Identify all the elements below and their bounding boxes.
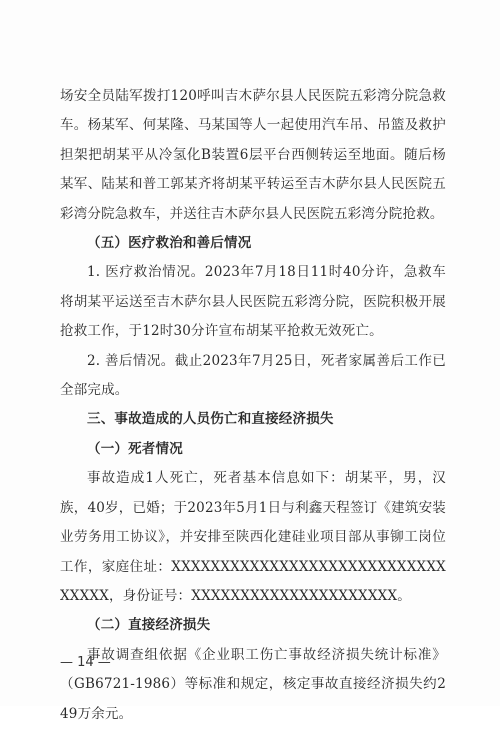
section-heading-direct-loss: （二）直接经济损失	[87, 617, 211, 634]
paragraph-medical-treatment: 1. 医疗救治情况。2023年7月18日11时40分许，急救车将胡某平运送至吉木萨尔县人民医院五彩湾分院，医院积极开展抢救工作，于12时30分许宣布胡某平抢救无效死亡。	[60, 264, 446, 340]
section-heading-deceased: （一）死者情况	[87, 440, 183, 457]
page-number: — 14 —	[60, 655, 111, 670]
paragraph-direct-loss: 事故调查组依据《企业职工伤亡事故经济损失统计标准》（GB6721-1986）等标准和规定，核定事故直接经济损失约249万余元。	[60, 646, 446, 722]
paragraph-continuation: 场安全员陆军拨打120呼叫吉木萨尔县人民医院五彩湾分院急救车。杨某军、何某隆、马某国等人一起使用汽车吊、吊篮及救护担架把胡某平从冷氢化B装置6层平台西侧转运至地面。随后杨某军、陆某和普工郭某齐将胡某平转运至吉木萨尔县人民医院五彩湾分院急救车，并送往吉木萨尔县人民医院五彩湾分院抢救。	[60, 88, 446, 222]
section-heading-medical-aftermath: （五）医疗救治和善后情况	[87, 235, 252, 252]
document-body	[60, 82, 446, 729]
chapter-heading-casualties-losses: 三、事故造成的人员伤亡和直接经济损失	[87, 411, 334, 428]
paragraph-aftermath: 2. 善后情况。截止2023年7月25日，死者家属善后工作已全部完成。	[60, 352, 446, 399]
paragraph-deceased-info: 事故造成1人死亡，死者基本信息如下：胡某平，男，汉族，40岁，已婚；于2023年5月1日与利鑫天程签订《建筑安装业劳务用工协议》，并安排至陕西化建硅业项目部从事铆工岗位工作，家庭住址：XXXXXXXXXXXXXXXXXXXXXXXXXXXXXXXXX，身份证号：XXXXXXXXXXXXXXXXXXXXX。	[60, 470, 446, 604]
